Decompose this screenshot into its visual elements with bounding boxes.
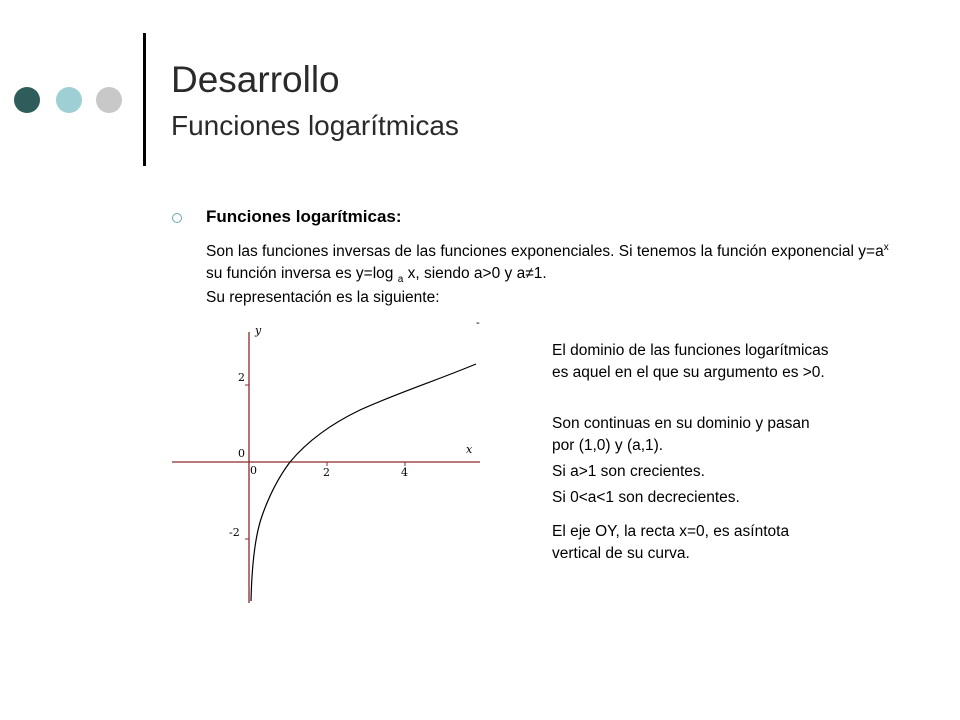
decor-dot-gray — [96, 87, 122, 113]
y-tick-label-neg2: -2 — [229, 526, 240, 539]
bullet-paragraph-2: Su representación es la siguiente: — [206, 289, 440, 306]
y-tick-label-2: 2 — [238, 371, 245, 384]
decor-dot-light — [56, 87, 82, 113]
x-axis-label: x — [466, 443, 473, 456]
slide-title: Desarrollo — [171, 59, 340, 100]
para1-subscript: a — [397, 274, 404, 286]
note-asymptote: El eje OY, la recta x=0, es asíntota vertical de su curva. — [552, 523, 790, 562]
para1-text-c: x, siendo a>0 y a≠1. — [403, 265, 547, 283]
bullet-paragraph-1 — [206, 237, 906, 291]
note-decreasing: Si 0<a<1 son decrecientes. — [552, 489, 740, 506]
bullet-icon — [172, 213, 182, 223]
log-curve — [251, 364, 476, 601]
slide-subtitle: Funciones logarítmicas — [171, 110, 459, 141]
x-tick-label-2: 2 — [323, 466, 330, 479]
decor-dot-dark — [14, 87, 40, 113]
para1-superscript: x — [883, 242, 889, 253]
log-function-plot — [170, 318, 485, 603]
bullet-heading: Funciones logarítmicas: — [206, 207, 402, 226]
note-domain: El dominio de las funciones logarítmicas es aquel en el que su argumento es >0. — [552, 342, 829, 381]
para1-text-b: su función inversa es y=log — [206, 265, 398, 283]
note-increasing: Si a>1 son crecientes. — [552, 463, 705, 480]
top-right-marker: - — [476, 318, 480, 329]
y-axis-label: y — [255, 324, 262, 337]
y-tick-label-0: 0 — [238, 447, 245, 460]
title-divider — [143, 33, 146, 166]
x-tick-label-0: 0 — [250, 464, 257, 477]
para1-text-a: Son las funciones inversas de las funciones exponenciales. Si tenemos la función exponencial y=a — [206, 243, 884, 261]
x-tick-label-4: 4 — [401, 466, 408, 479]
note-continuity: Son continuas en su dominio y pasan por (1,0) y (a,1). — [552, 415, 810, 454]
